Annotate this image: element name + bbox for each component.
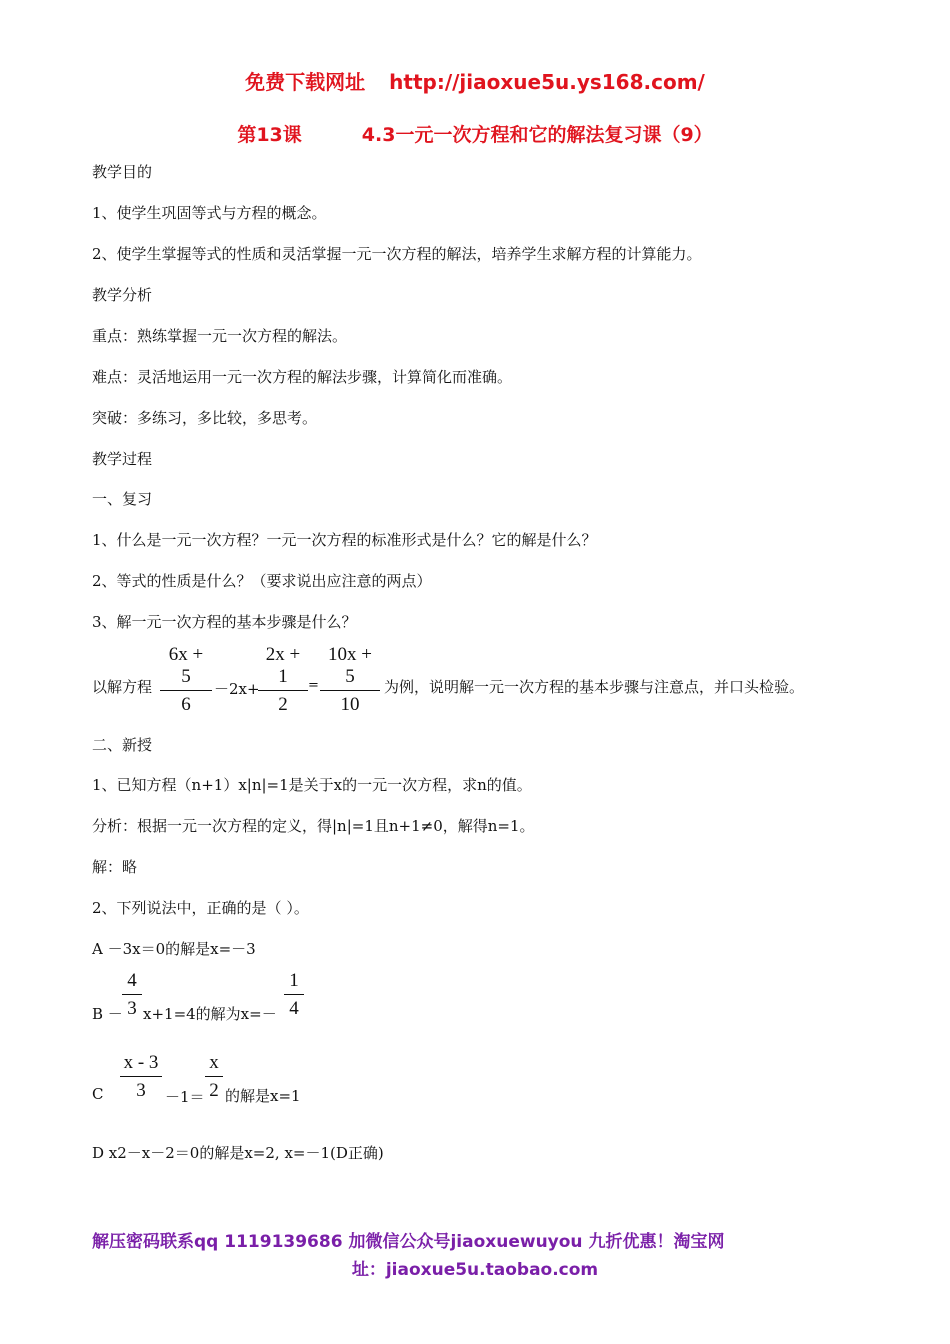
header-label: 免费下载网址 — [245, 70, 366, 94]
numerator: 6x + 5 — [160, 644, 212, 691]
fraction-6x-plus-5 — [160, 644, 212, 716]
review-question-1: 1、什么是一元一次方程？一元一次方程的标准形式是什么？它的解是什么？ — [92, 531, 597, 549]
option-c-minus-1: －1＝ — [165, 1088, 205, 1106]
new-lesson-heading: 二、新授 — [92, 736, 153, 754]
fraction-2x-plus-1 — [258, 644, 308, 716]
difficult-point: 难点：灵活地运用一元一次方程的解法步骤，计算简化而准确。 — [92, 368, 513, 386]
review-question-2: 2、等式的性质是什么？（要求说出应注意的两点） — [92, 572, 432, 590]
numerator: x - 3 — [120, 1052, 162, 1077]
fraction-1-over-4 — [284, 970, 304, 1020]
fraction-10x-plus-5 — [320, 644, 380, 716]
objective-1: 1、使学生巩固等式与方程的概念。 — [92, 204, 327, 222]
equals-sign: = — [308, 678, 319, 693]
numerator: 1 — [284, 970, 304, 995]
numerator: 10x + 5 — [320, 644, 380, 691]
lesson-topic: 4.3一元一次方程和它的解法复习课（9） — [361, 124, 713, 146]
new-question-1: 1、已知方程（n+1）x|n|=1是关于x的一元一次方程，求n的值。 — [92, 776, 532, 794]
denominator: 2 — [278, 694, 288, 715]
lesson-number: 第13课 — [237, 124, 302, 146]
denominator: 2 — [209, 1080, 219, 1101]
fraction-x-minus-3-over-3 — [120, 1052, 162, 1102]
option-c-suffix: 的解是x=1 — [225, 1087, 301, 1105]
header-url-link[interactable]: http://jiaoxue5u.ys168.com/ — [389, 70, 705, 94]
analysis-text: 分析：根据一元一次方程的定义，得|n|=1且n+1≠0，解得n=1。 — [92, 817, 535, 835]
numerator: 4 — [122, 970, 142, 995]
equation-minus-2x: －2x+ — [214, 680, 260, 698]
denominator: 4 — [289, 998, 299, 1019]
fraction-x-over-2 — [205, 1052, 223, 1102]
section-heading-objectives: 教学目的 — [92, 163, 153, 181]
section-heading-analysis: 教学分析 — [92, 286, 153, 304]
breakthrough: 突破：多练习，多比较，多思考。 — [92, 409, 318, 427]
footer-shop-url[interactable]: 址：jiaoxue5u.taobao.com — [351, 1260, 599, 1280]
equation-prefix: 以解方程 — [92, 678, 153, 696]
solution-text: 解：略 — [92, 858, 138, 876]
option-b-prefix: B － — [92, 1005, 123, 1023]
option-c-prefix: C — [92, 1085, 104, 1103]
fraction-4-over-3 — [122, 970, 142, 1020]
numerator: 2x + 1 — [258, 644, 308, 691]
footer-contact: 解压密码联系qq 1119139686 加微信公众号jiaoxuewuyou 九折优惠！淘宝网 — [92, 1232, 725, 1252]
denominator: 6 — [181, 694, 191, 715]
denominator: 3 — [136, 1080, 146, 1101]
option-d: D x2－x－2＝0的解是x=2, x=－1(D正确) — [92, 1144, 384, 1162]
section-heading-process: 教学过程 — [92, 450, 153, 468]
review-question-3: 3、解一元一次方程的基本步骤是什么？ — [92, 613, 357, 631]
objective-2: 2、使学生掌握等式的性质和灵活掌握一元一次方程的解法，培养学生求解方程的计算能力。 — [92, 245, 702, 263]
new-question-2: 2、下列说法中，正确的是（ ）。 — [92, 899, 309, 917]
denominator: 10 — [340, 694, 360, 715]
option-b-text: x+1=4的解为x=－ — [143, 1005, 277, 1023]
download-header — [0, 66, 950, 95]
review-heading: 一、复习 — [92, 490, 153, 508]
option-a: A －3x＝0的解是x=－3 — [92, 940, 256, 958]
lesson-title — [0, 120, 950, 147]
numerator: x — [205, 1052, 223, 1077]
denominator: 3 — [127, 998, 137, 1019]
key-point: 重点：熟练掌握一元一次方程的解法。 — [92, 327, 348, 345]
equation-suffix: 为例，说明解一元一次方程的基本步骤与注意点，并口头检验。 — [384, 678, 805, 696]
